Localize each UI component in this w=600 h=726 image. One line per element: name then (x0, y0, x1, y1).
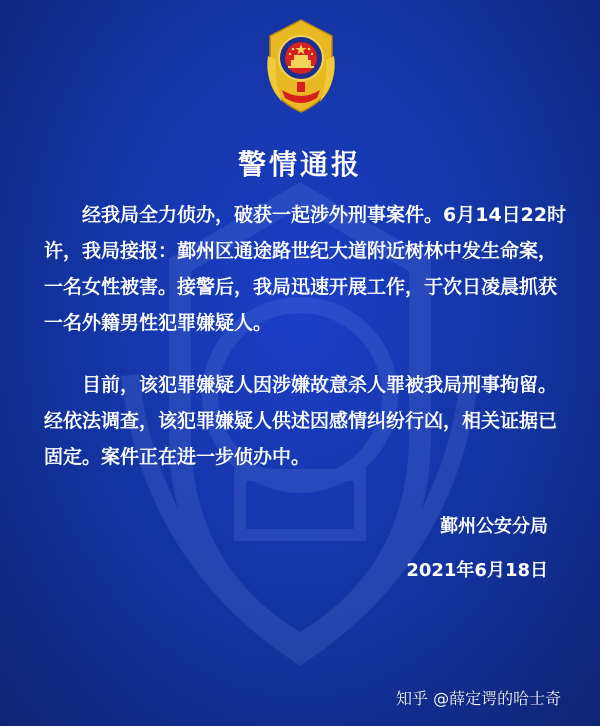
notice-paragraph-1 (44, 197, 567, 341)
paragraph-2-line: 经依法调查，该犯罪嫌疑人供述因感情纠纷行凶，相关证据已 (44, 410, 558, 432)
paragraph-1-line: 许，我局接报：鄞州区通途路世纪大道附近树林中发生命案， (44, 240, 558, 262)
source-watermark-text (396, 686, 561, 709)
notice-title: 警情通报 (237, 148, 362, 181)
paragraph-1-line: 一名外籍男性犯罪嫌疑人。 (44, 312, 273, 334)
notice-paragraph-2 (44, 367, 564, 475)
paragraph-2-line: 固定。案件正在进一步侦办中。 (44, 446, 311, 468)
issuer-signature: 鄞州公安分局 (440, 516, 548, 537)
paragraph-1-line: 一名女性被害。接警后，我局迅速开展工作，于次日凌晨抓获 (44, 276, 558, 298)
issue-date: 2021年6月18日 (406, 560, 548, 581)
paragraph-2-line: 目前，该犯罪嫌疑人因涉嫌故意杀人罪被我局刑事拘留。 (44, 374, 558, 396)
watermark-text: 知乎 @薛定谔的哈士奇 (396, 689, 562, 708)
police-emblem-icon (262, 16, 340, 116)
paragraph-1-line: 经我局全力侦办，破获一起涉外刑事案件。6月14日22时 (44, 204, 567, 226)
